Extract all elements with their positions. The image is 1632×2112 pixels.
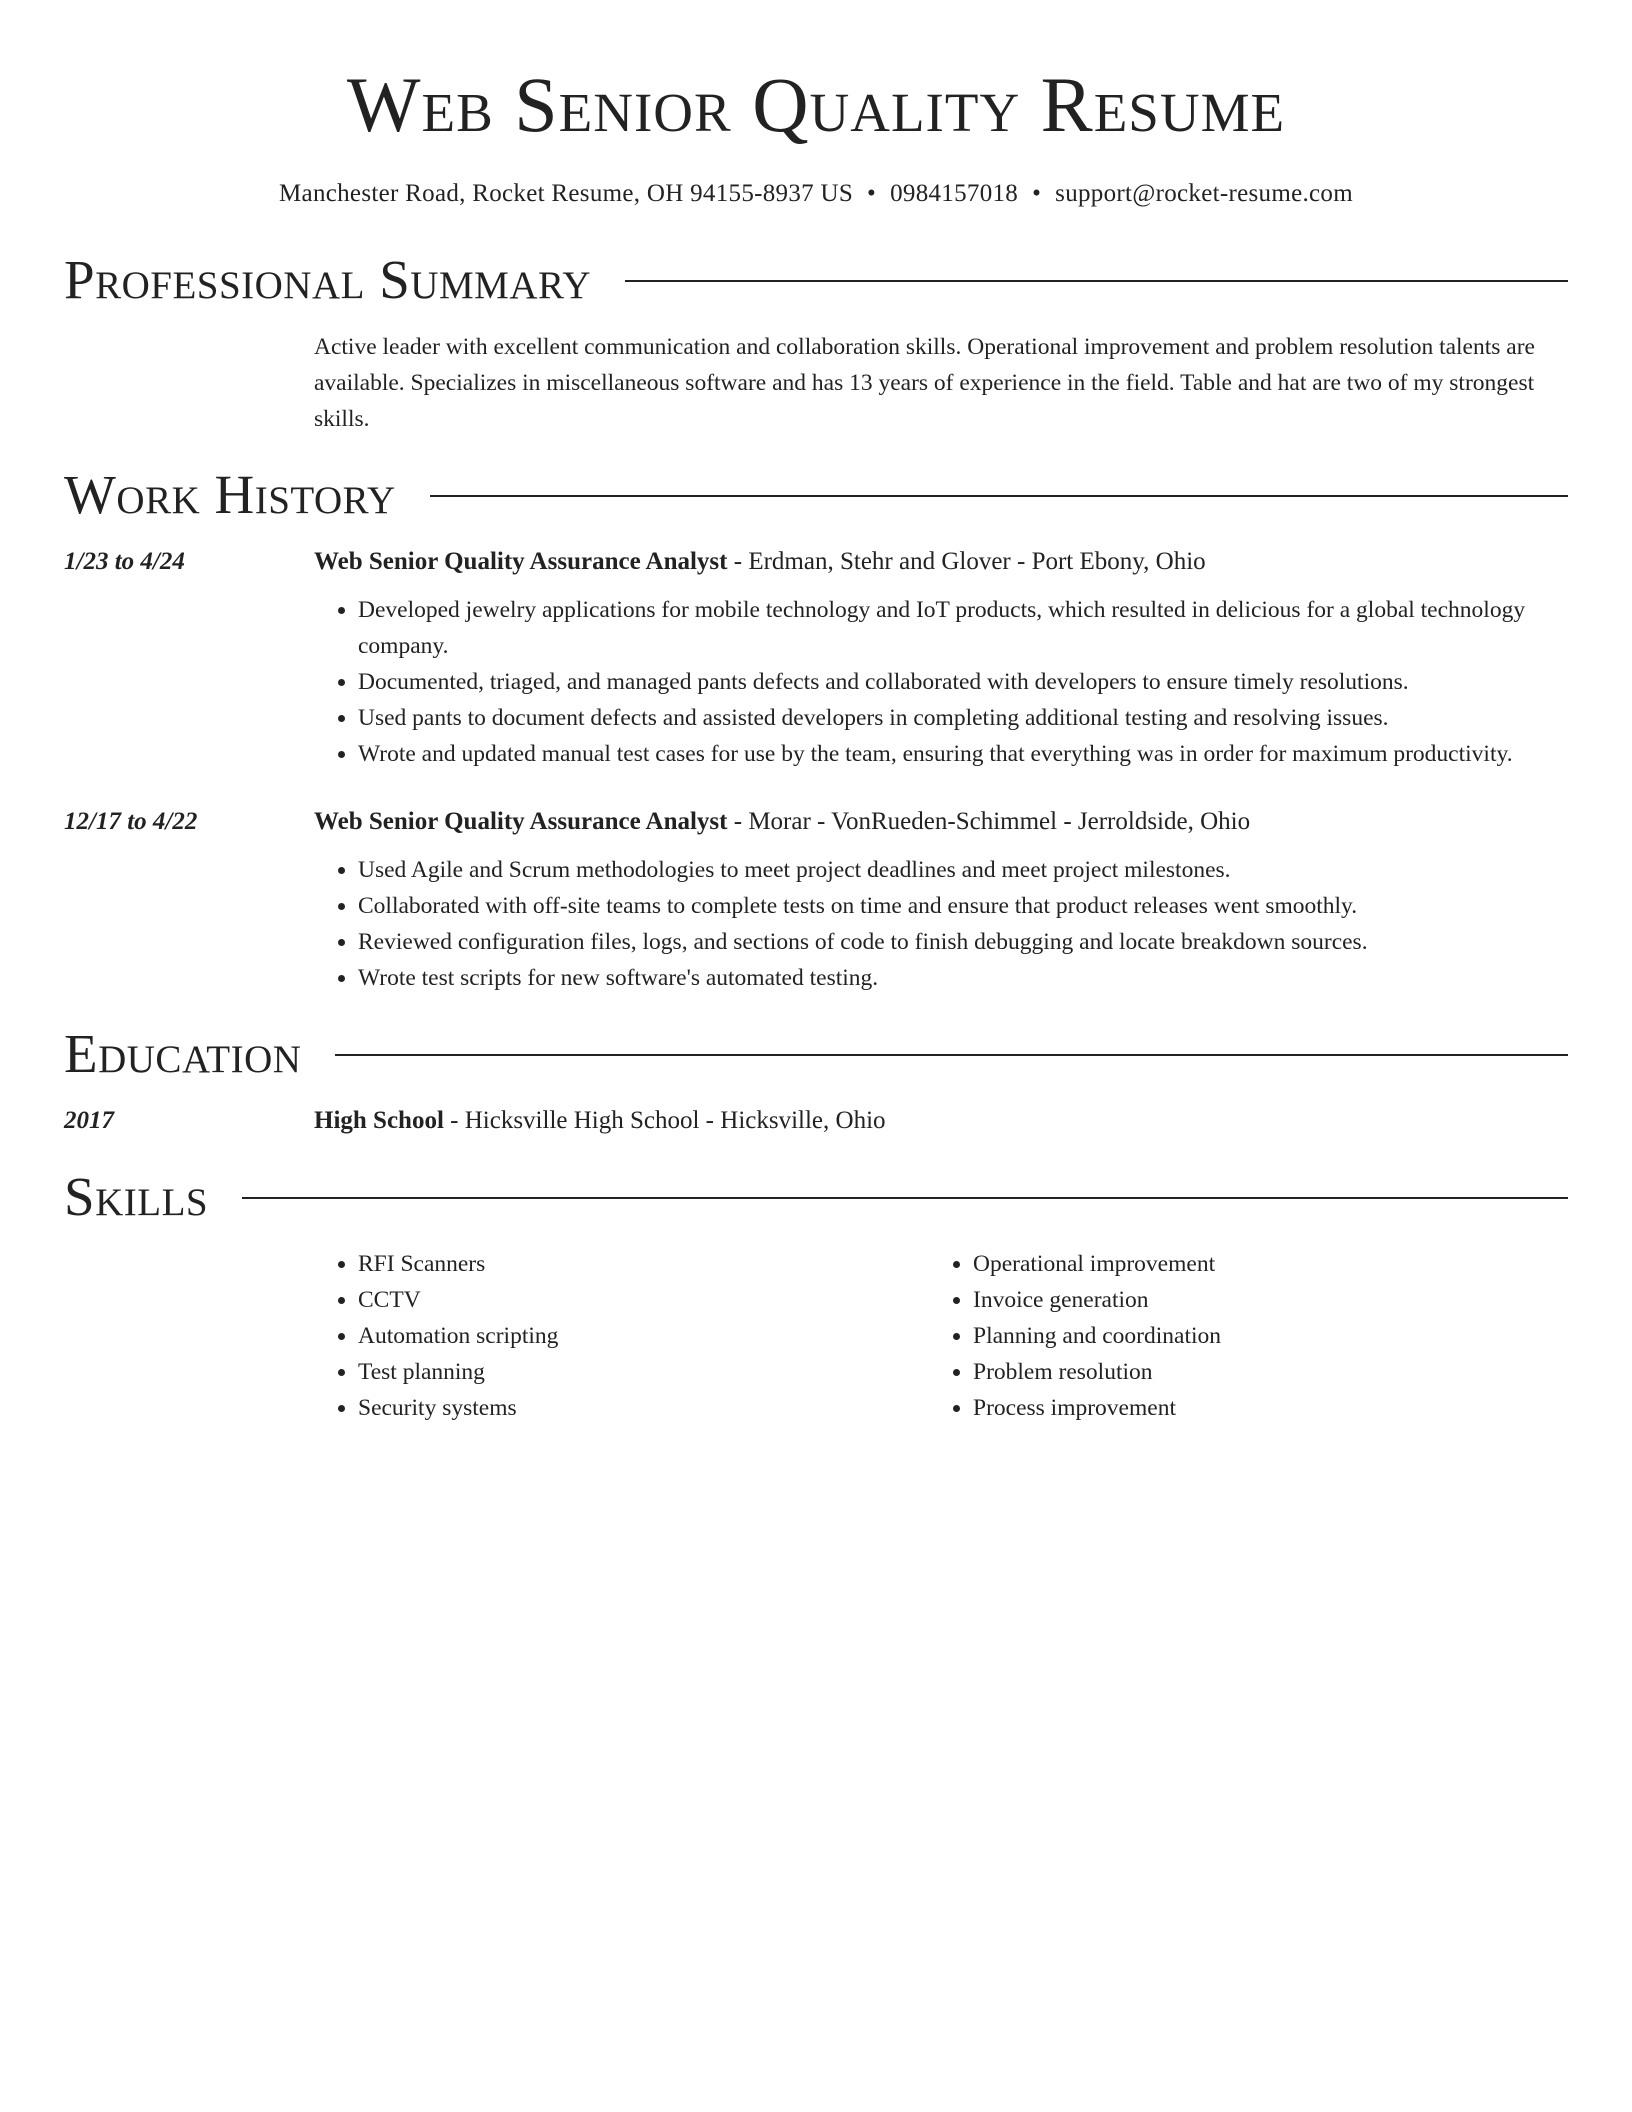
skill-item: • Operational improvement (973, 1246, 1544, 1282)
skill-item: • CCTV (358, 1282, 929, 1318)
job-bullet: • Used pants to document defects and assisted developers in completing additional testing and resolving issues. (358, 700, 1568, 736)
job-title: Web Senior Quality Assurance Analyst (314, 548, 728, 575)
work-heading: Work History (64, 464, 396, 525)
section-divider (242, 1197, 1568, 1199)
education-entry (64, 1103, 1568, 1139)
education-date: 2017 (64, 1107, 114, 1134)
job-entry (64, 804, 1568, 996)
job-details: - Erdman, Stehr and Glover - Port Ebony, Ohio (727, 548, 1206, 575)
skills-section-header (64, 1166, 1568, 1227)
resume-name: Web Senior Quality Resume (346, 61, 1286, 148)
summary-text: Active leader with excellent communication and collaboration skills. Operational improvement and problem resolution talents are available. Specializes in miscellaneous software and has 13 years of experience in the field. Table and hat are two of my strongest skills. (314, 334, 1535, 432)
education-heading: Education (64, 1023, 302, 1084)
skill-item: • Test planning (358, 1354, 929, 1390)
education-section-header (64, 1023, 1568, 1084)
contact-phone: 0984157018 (890, 180, 1019, 207)
education-details: - Hicksville High School - Hicksville, Ohio (443, 1107, 886, 1134)
job-content (314, 804, 1568, 996)
job-bullet: • Wrote and updated manual test cases for use by the team, ensuring that everything was in order for maximum productivity. (358, 736, 1568, 772)
job-entry (64, 544, 1568, 772)
contact-line (64, 180, 1568, 208)
job-bullet: • Wrote test scripts for new software's automated testing. (358, 960, 1568, 996)
job-bullet: • Collaborated with off-site teams to complete tests on time and ensure that product releases went smoothly. (358, 888, 1568, 924)
contact-email: support@rocket-resume.com (1055, 180, 1353, 207)
skills-list (314, 1246, 1568, 1426)
skill-item: • Invoice generation (973, 1282, 1544, 1318)
section-divider (335, 1054, 1568, 1056)
skills-heading: Skills (64, 1166, 209, 1227)
job-dates: 1/23 to 4/24 (64, 548, 185, 575)
resume-page (64, 0, 1568, 1426)
skill-item: • RFI Scanners (358, 1246, 929, 1282)
section-divider (625, 280, 1568, 282)
contact-address: Manchester Road, Rocket Resume, OH 94155-8937 US (279, 180, 854, 207)
job-bullet: • Documented, triaged, and managed pants defects and collaborated with developers to ensure timely resolutions. (358, 664, 1568, 700)
job-content (314, 544, 1568, 772)
job-bullets (314, 592, 1568, 772)
skills-column-right (929, 1246, 1544, 1426)
skill-item: • Automation scripting (358, 1318, 929, 1354)
contact-separator: • (1032, 180, 1042, 207)
summary-heading: Professional Summary (64, 249, 592, 310)
section-divider (430, 495, 1568, 497)
job-dates: 12/17 to 4/22 (64, 808, 198, 835)
job-details: - Morar - VonRueden-Schimmel - Jerroldside, Ohio (727, 808, 1251, 835)
education-line (314, 1103, 1568, 1139)
job-bullet: • Developed jewelry applications for mobile technology and IoT products, which resulted in delicious for a global technology company. (358, 592, 1568, 664)
contact-separator: • (867, 180, 877, 207)
job-bullet: • Reviewed configuration files, logs, and sections of code to finish debugging and locate breakdown sources. (358, 924, 1568, 960)
education-content (314, 1103, 1568, 1139)
education-degree: High School (314, 1107, 444, 1134)
job-bullets (314, 852, 1568, 996)
skill-item: • Security systems (358, 1390, 929, 1426)
skill-item: • Planning and coordination (973, 1318, 1544, 1354)
skill-item: • Problem resolution (973, 1354, 1544, 1390)
summary-section-header (64, 249, 1568, 310)
skills-column-left (314, 1246, 929, 1426)
job-title-line (314, 804, 1568, 840)
job-title: Web Senior Quality Assurance Analyst (314, 808, 728, 835)
job-title-line (314, 544, 1568, 580)
work-section-header (64, 464, 1568, 525)
skill-item: • Process improvement (973, 1390, 1544, 1426)
job-bullet: • Used Agile and Scrum methodologies to meet project deadlines and meet project milestones. (358, 852, 1568, 888)
